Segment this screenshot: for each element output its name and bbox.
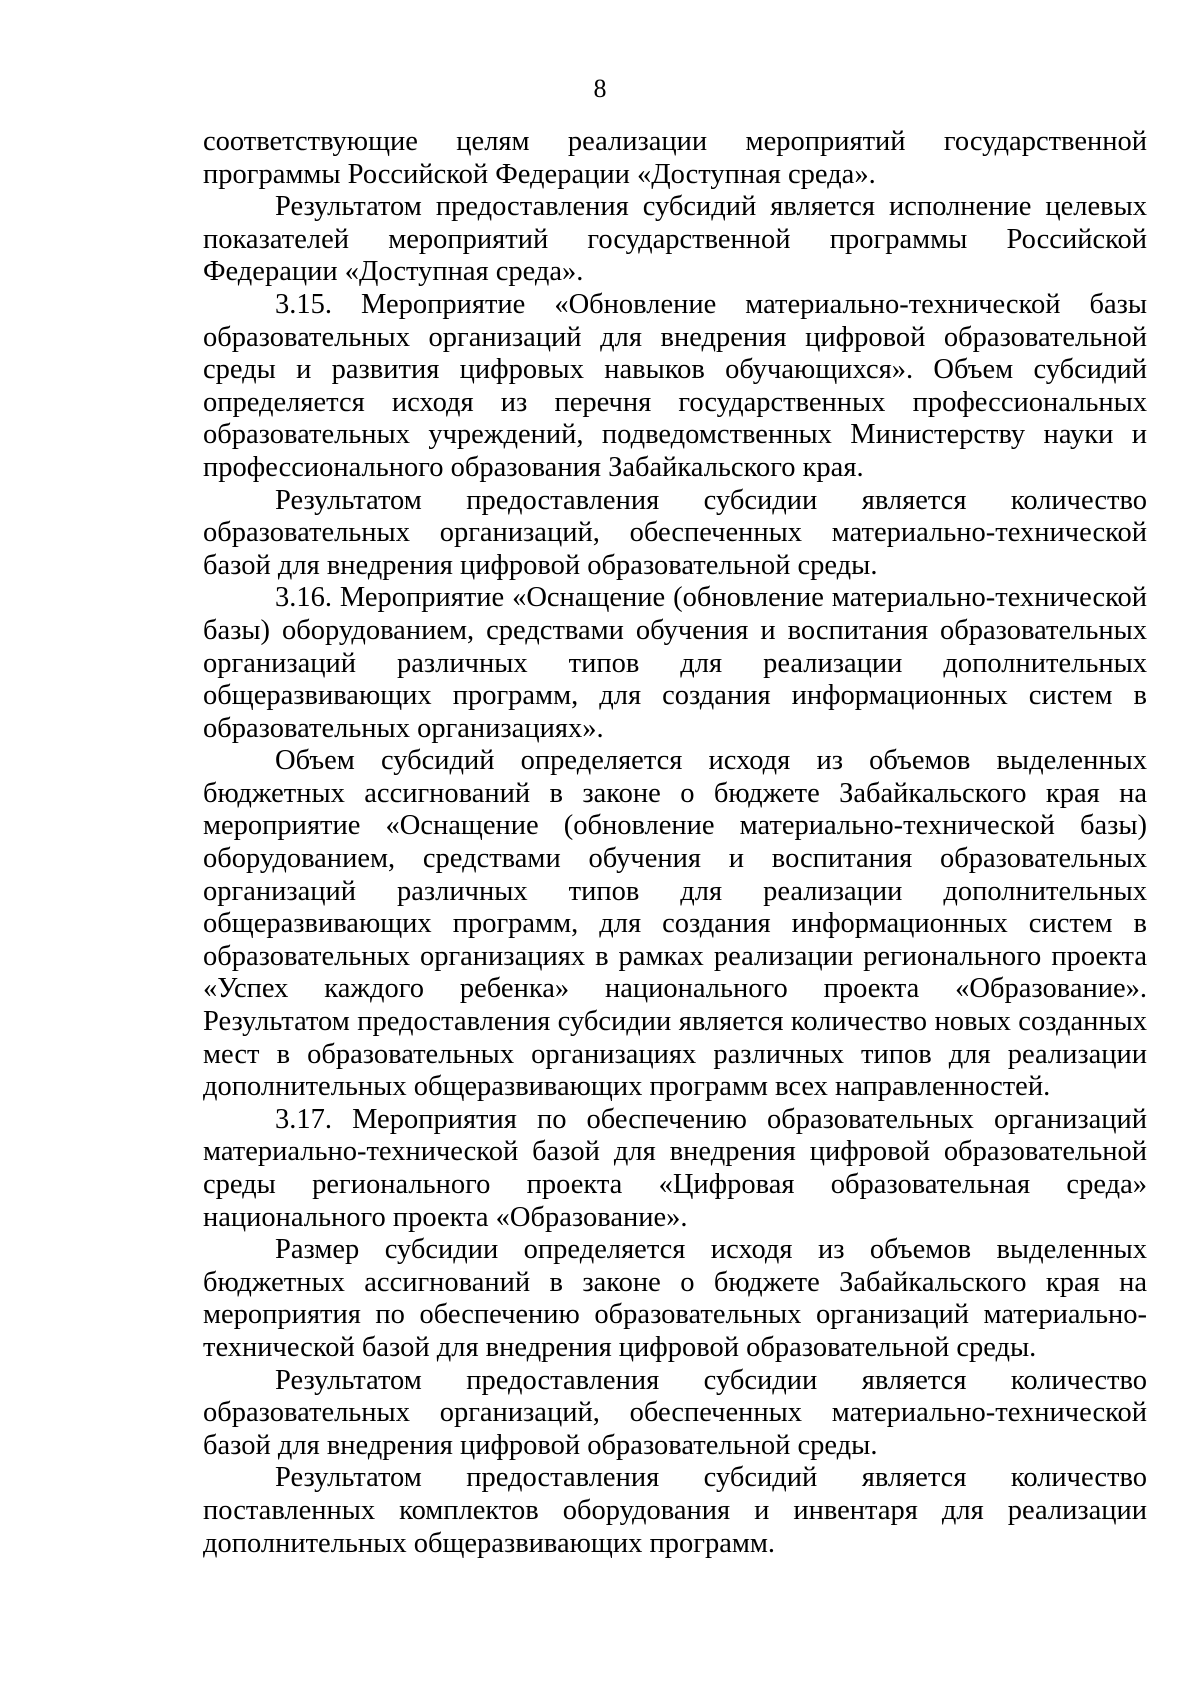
paragraph-result-targets: Результатом предоставления субсидий является исполнение целевых показателей мероприятий государственной программы Российской Федерации «Доступная среда». <box>203 191 1147 288</box>
paragraph-3-16-volume: Объем субсидий определяется исходя из объемов выделенных бюджетных ассигнований в законе о бюджете Забайкальского края на мероприятие «Оснащение (обновление материально-технической базы) оборудованием, средствами обучения и воспитания образовательных организаций различных типов для реализации дополнительных общеразвивающих программ, для создания информационных систем в образовательных организациях в рамках реализации регионального проекта «Успех каждого ребенка» национального проекта «Образование». Результатом предоставления субсидии является количество новых созданных мест в образовательных организациях различных типов для реализации дополнительных общеразвивающих программ всех направленностей. <box>203 745 1147 1103</box>
paragraph-3-17-result: Результатом предоставления субсидии является количество образовательных организаций, обеспеченных материально-технической базой для внедрения цифровой образовательной среды. <box>203 1364 1147 1461</box>
paragraph-final-result: Результатом предоставления субсидий является количество поставленных комплектов оборудования и инвентаря для реализации дополнительных общеразвивающих программ. <box>203 1462 1147 1559</box>
paragraph-3-16: 3.16. Мероприятие «Оснащение (обновление материально-технической базы) оборудованием, средствами обучения и воспитания образовательных организаций различных типов для реализации дополнительных общеразвивающих программ, для создания информационных систем в образовательных организациях». <box>203 582 1147 744</box>
paragraph-3-17: 3.17. Мероприятия по обеспечению образовательных организаций материально-технической базой для внедрения цифровой образовательной среды регионального проекта «Цифровая образовательная среда» национального проекта «Образование». <box>203 1103 1147 1233</box>
page-number: 8 <box>593 74 607 103</box>
paragraph-3-15-result: Результатом предоставления субсидии является количество образовательных организаций, обеспеченных материально-технической базой для внедрения цифровой образовательной среды. <box>203 484 1147 581</box>
paragraph-3-17-size: Размер субсидии определяется исходя из объемов выделенных бюджетных ассигнований в законе о бюджете Забайкальского края на мероприятия по обеспечению образовательных организаций материально-технической базой для внедрения цифровой образовательной среды. <box>203 1234 1147 1363</box>
paragraph-continuation: соответствующие целям реализации мероприятий государственной программы Российской Федерации «Доступная среда». <box>203 126 1147 190</box>
paragraph-3-15: 3.15. Мероприятие «Обновление материально-технической базы образовательных организаций для внедрения цифровой образовательной среды и развития цифровых навыков обучающихся». Объем субсидий определяется исходя из перечня государственных профессиональных образовательных учреждений, подведомственных Министерству науки и профессионального образования Забайкальского края. <box>203 288 1147 483</box>
document-body <box>203 126 1147 1560</box>
